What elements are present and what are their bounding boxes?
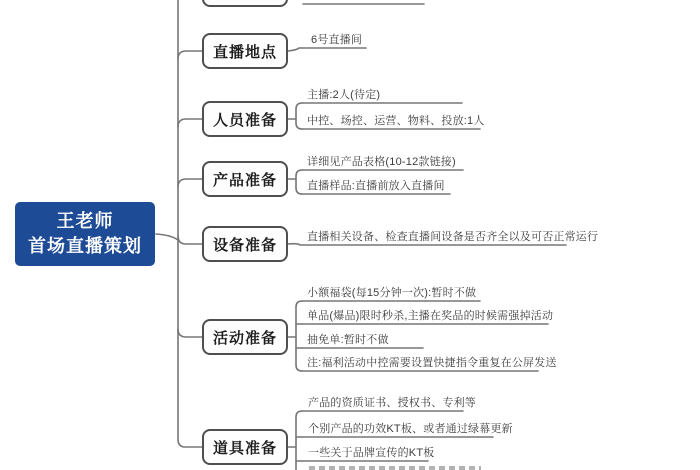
topic-box-live-location[interactable]: 直播地点 (202, 33, 288, 69)
topic-box-activity-prep[interactable]: 活动准备 (202, 319, 288, 355)
topic-box-personnel-prep[interactable]: 人员准备 (202, 101, 288, 137)
child-hosts[interactable]: 主播:2人(待定) (307, 89, 381, 101)
child-staff[interactable]: 中控、场控、运营、物料、投放:1人 (307, 115, 485, 127)
child-lucky-bag[interactable]: 小额福袋(每15分钟一次):暂时不做 (307, 287, 477, 299)
root-title-line1: 王老师 (56, 211, 114, 231)
child-activity-note[interactable]: 注:福利活动中控需要设置快捷指令重复在公屏发送 (307, 357, 557, 369)
topic-box-top-cutoff[interactable] (202, 0, 288, 7)
topic-box-equipment-prep[interactable]: 设备准备 (202, 226, 288, 262)
child-flash-sale[interactable]: 单品(爆品)限时秒杀,主播在奖品的时候需强掉活动 (307, 310, 554, 322)
child-certificates[interactable]: 产品的资质证书、授权书、专利等 (308, 397, 476, 409)
child-product-samples[interactable]: 直播样品:直播前放入直播间 (307, 180, 445, 192)
child-kt-boards-effect[interactable]: 个别产品的功效KT板、或者通过绿幕更新 (308, 423, 513, 435)
child-product-table[interactable]: 详细见产品表格(10-12款链接) (307, 156, 456, 168)
child-equipment-check[interactable]: 直播相关设备、检查直播间设备是否齐全以及可否正常运行 (307, 231, 599, 243)
child-kt-boards-brand[interactable]: 一些关于品牌宣传的KT板 (308, 447, 435, 459)
root-title-line2: 首场直播策划 (28, 236, 142, 256)
child-live-room[interactable]: 6号直播间 (311, 34, 363, 46)
root-node[interactable] (15, 202, 155, 266)
child-free-order-draw[interactable]: 抽免单:暂时不做 (307, 334, 389, 346)
topic-box-props-prep[interactable]: 道具准备 (202, 429, 288, 465)
truncated-item-fragments (309, 466, 481, 470)
topic-box-product-prep[interactable]: 产品准备 (202, 161, 288, 197)
